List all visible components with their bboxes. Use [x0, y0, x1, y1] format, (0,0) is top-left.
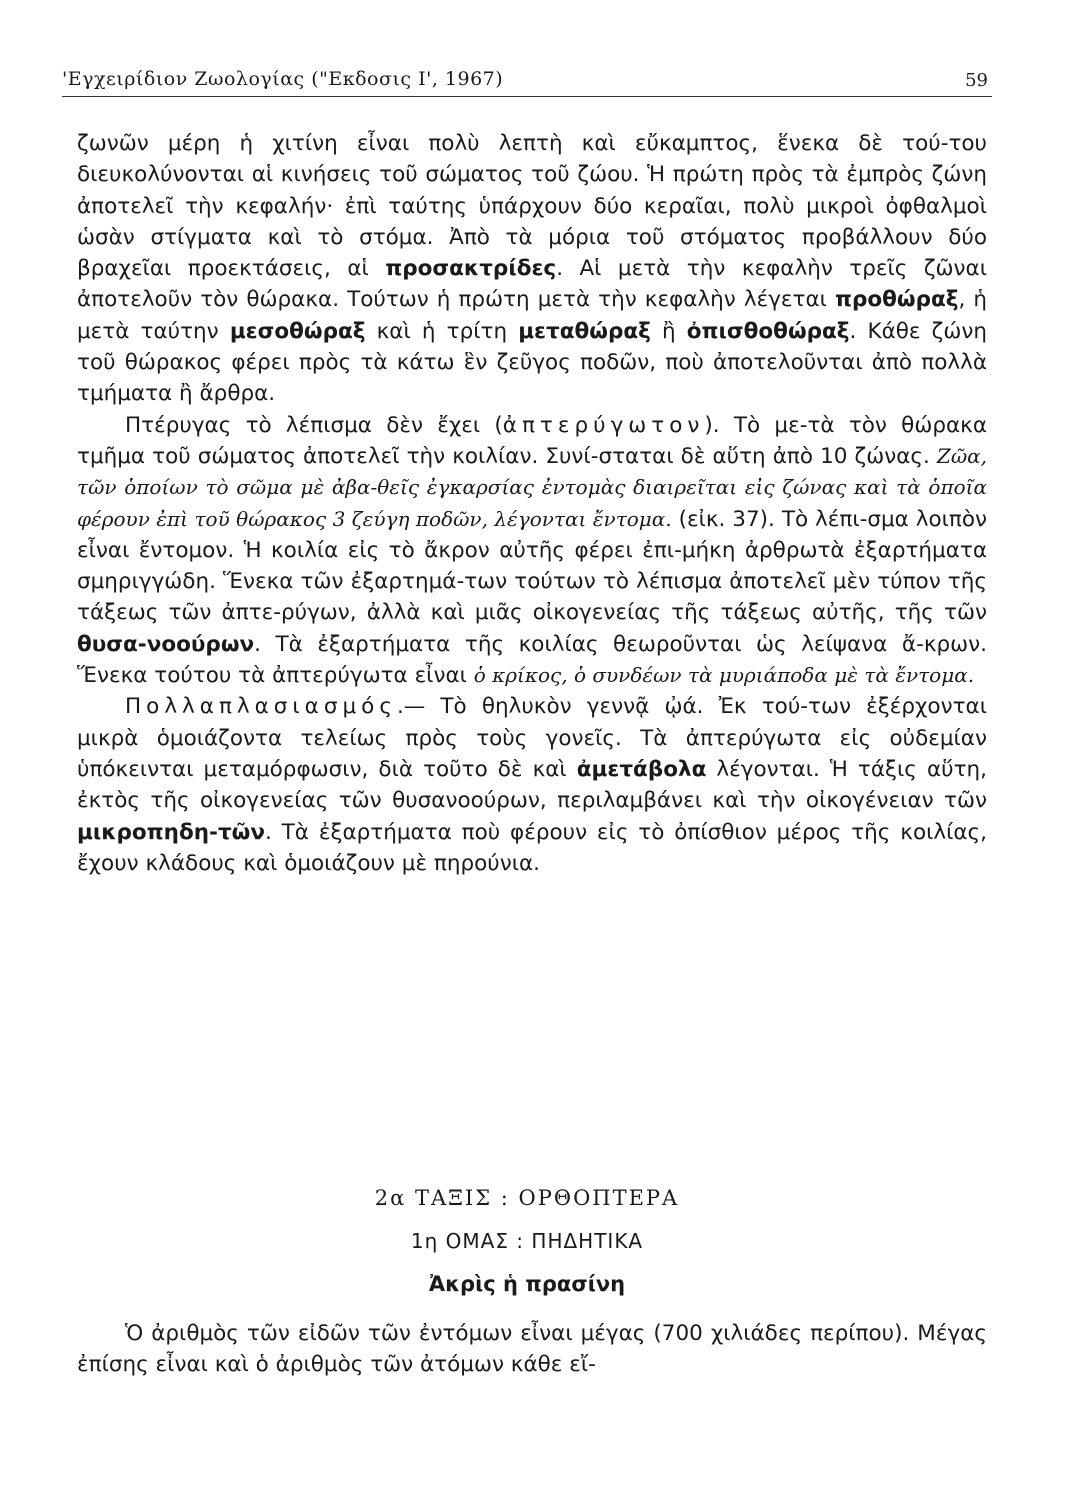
page-number: 59 — [965, 70, 988, 91]
paragraph-3 — [77, 691, 987, 879]
term-metathorax: μεταθώραξ — [518, 318, 651, 344]
term-opisthothorax: ὀπισθοθώραξ — [686, 318, 850, 344]
text-run: καὶ ἡ τρίτη — [365, 318, 519, 344]
text-run: λέγονται. Ἡ τάξις αὕτη, ἐκτὸς τῆς οἰκογενείας τῶν θυσανοούρων, περιλαμβάνει καὶ τὴν οἰκογένειαν τῶν — [77, 756, 987, 814]
closing-text — [77, 1318, 987, 1381]
text-run: ἢ — [650, 318, 687, 344]
text-run: . Κάθε ζώνη τοῦ θώρακος φέρει πρὸς τὰ κάτω ἓν ζεῦγος ποδῶν, ποὺ ἀποτελοῦνται ἀπὸ πολλὰ τμήματα ἢ ἄρθρα. — [77, 318, 987, 407]
paragraph-1 — [77, 128, 987, 410]
order-heading: 2α ΤΑΞΙΣ : ΟΡΘΟΠΤΕΡΑ — [374, 1186, 680, 1210]
term-mikropedeton: μικροπηδη-τῶν — [77, 819, 265, 845]
subheading-reproduction: Πολλαπλασιασμός — [125, 694, 397, 720]
species-heading: Ἀκρὶς ἡ πρασίνη — [428, 1272, 626, 1296]
text-run: .— Τὸ θηλυκὸν γεννᾷ ᾠά. Ἐκ τού-των ἐξέρχονται μικρὰ ὁμοιάζοντα τελείως πρὸς τοὺς γονεῖς. Τὰ ἀπτερύγωτα εἰς οὐδεμίαν ὑπόκεινται μεταμόρφωσιν, διὰ τοῦτο δὲ καὶ — [77, 694, 987, 782]
paragraph-4: Ὁ ἀριθμὸς τῶν εἰδῶν τῶν ἐντόμων εἶναι μέγας (700 χιλιάδες περίπου). Μέγας ἐπίσης εἶναι καὶ ὁ ἀριθμὸς τῶν ἀτόμων κάθε εἴ- — [77, 1321, 987, 1378]
paragraph-2 — [77, 410, 987, 692]
group-heading: 1η ΟΜΑΣ : ΠΗΔΗΤΙΚΑ — [410, 1229, 644, 1253]
text-run: . Αἱ μετὰ τὴν κεφαλὴν τρεῖς ζῶναι ἀποτελοῦν τὸν θώρακα. Τούτων ἡ πρώτη μετὰ τὴν κεφαλὴν λέγεται — [77, 256, 987, 313]
term-prosaktrides: προσακτρίδες — [385, 256, 557, 282]
text-run: . Τὰ ἐξαρτήματα τῆς κοιλίας θεωροῦνται ὡς λείψανα ἄ-κρων. Ἕνεκα τούτου τὰ ἀπτερύγωτα εἶναι — [77, 631, 987, 689]
term-apterygoton: ἀπτερύγωτον — [502, 412, 705, 438]
text-run: ζωνῶν μέρη ἡ χιτίνη εἶναι πολὺ λεπτὴ καὶ εὔκαμπτος, ἕνεκα δὲ τού-του διευκολύνονται αἱ κινήσεις τοῦ σώματος τοῦ ζώου. Ἡ πρώτη πρὸς τὰ ἐμπρὸς ζώνη ἀποτελεῖ τὴν κεφαλήν· ἐπὶ ταύτης ὑπάρχουν δύο κεραῖαι, πολὺ μικροὶ ὀφθαλμοὶ ὡσὰν στίγματα καὶ τὸ στόμα. Ἀπὸ τὰ μόρια τοῦ στόματος προβάλλουν δύο βραχεῖαι προεκτάσεις, αἱ — [77, 131, 987, 282]
text-run: (εἰκ. 37). Τὸ λέπι-σμα λοιπὸν εἶναι ἔντομον. Ἡ κοιλία εἰς τὸ ἄκρον αὐτῆς φέρει ἐπι-μήκη ἀρθρωτὰ ἐξαρτήματα σμηριγγώδη. Ἕνεκα τῶν ἐξαρτημά-των τούτων τὸ λέπισμα ἀποτελεῖ μὲν τύπον τῆς τάξεως τῶν ἀπτε-ρύγων, ἀλλὰ καὶ μιᾶς οἰκογενείας τῆς τάξεως αὐτῆς, τῆς τῶν — [77, 506, 988, 626]
text-run: Πτέρυγας τὸ λέπισμα δὲν ἔχει ( — [125, 412, 503, 438]
running-header — [62, 62, 992, 97]
text-run: . Τὰ ἐξαρτήματα ποὺ φέρουν εἰς τὸ ὀπίσθιον μέρος τῆς κοιλίας, ἔχουν κλάδους καὶ ὁμοιάζουν μὲ πηρούνια. — [77, 819, 987, 876]
italic-phrase: ὁ κρίκος, ὁ συνδέων τὰ μυριάποδα μὲ τὰ ἔντομα. — [473, 663, 975, 688]
text-run: , ἡ μετὰ ταύτην — [77, 287, 987, 344]
term-ametabola: ἀμετάβολα — [576, 756, 707, 782]
term-mesothorax: μεσοθώραξ — [229, 318, 366, 344]
term-prothorax: προθώραξ — [834, 287, 959, 313]
definition-insects: Ζῶα, τῶν ὁποίων τὸ σῶμα μὲ ἀβα-θεῖς ἐγκαρσίας ἐντομὰς διαιρεῖται εἰς ζώνας καὶ τὰ ὁποῖα φέρουν ἐπὶ τοῦ θώρακος 3 ζεύγη ποδῶν, λέγονται ἔντομα. — [77, 443, 987, 531]
book-title: 'Εγχειρίδιον Ζωολογίας ("Εκδοσις Ι', 1967) — [62, 68, 504, 90]
body-text — [77, 128, 987, 879]
term-thysanoura: θυσα-νοούρων — [77, 631, 255, 657]
text-run: ). Τὸ με-τὰ τὸν θώρακα τμῆμα τοῦ σώματος ἀποτελεῖ τὴν κοιλίαν. Συνί-σταται δὲ αὕτη ἀπὸ 10 ζώνας. — [77, 412, 987, 469]
